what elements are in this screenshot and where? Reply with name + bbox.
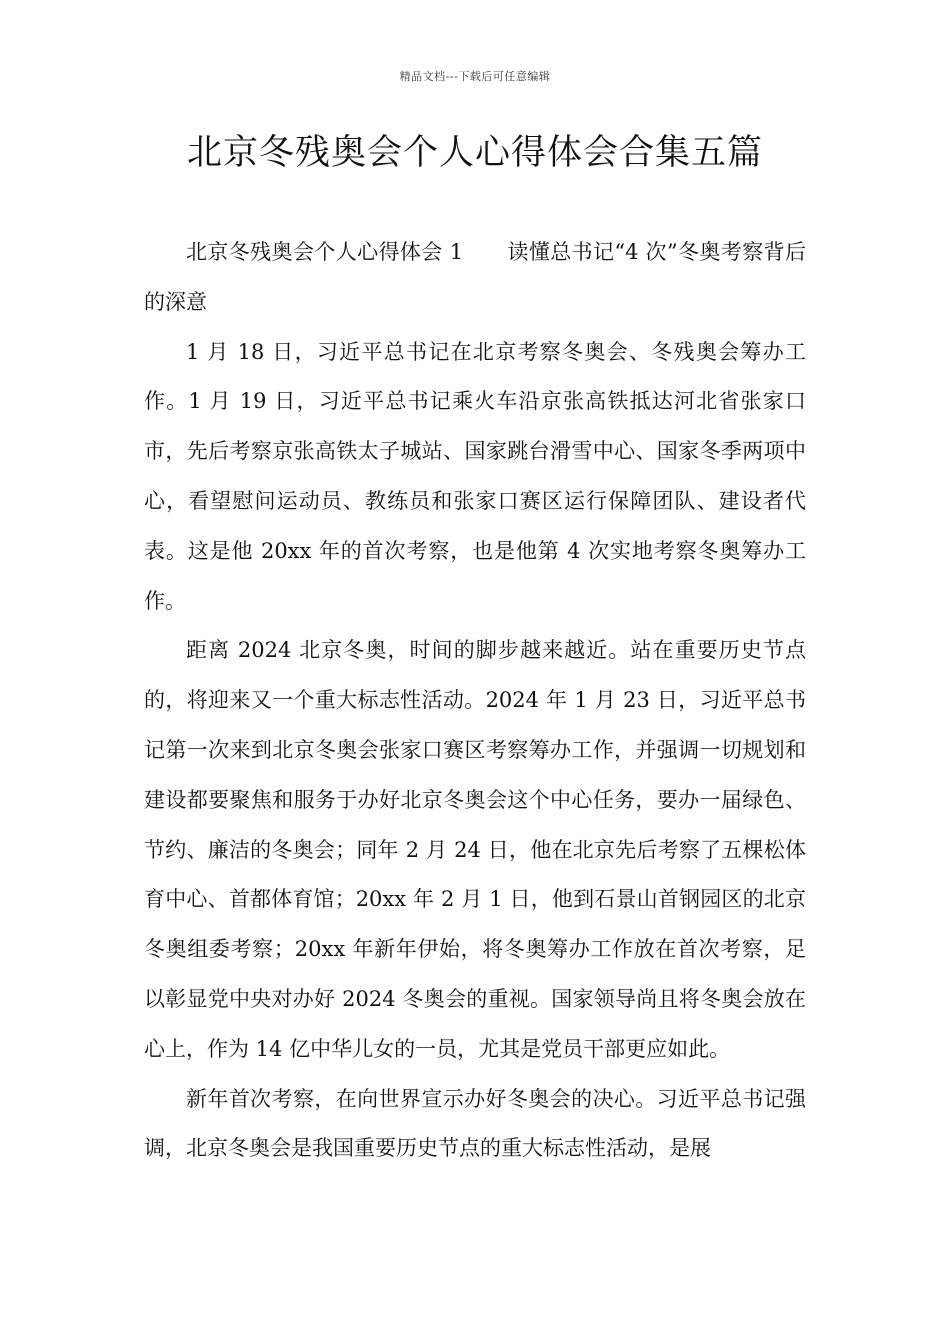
paragraph: 新年首次考察，在向世界宣示办好冬奥会的决心。习近平总书记强调，北京冬奥会是我国重要历史节点的重大标志性活动，是展 <box>144 1086 806 1161</box>
header-note: 精品文档---下载后可任意编辑 <box>399 70 551 83</box>
paragraph: 1 月 18 日，习近平总书记在北京考察冬奥会、冬残奥会筹办工作。1 月 19 日，习近平总书记乘火车沿京张高铁抵达河北省张家口市，先后考察京张高铁太子城站、国家跳台滑雪中心、国家冬季两项中心，看望慰问运动员、教练员和张家口赛区运行保障团队、建设者代表。这是他 20xx 年的首次考察，也是他第 4 次实地考察冬奥筹办工作。 <box>144 339 806 613</box>
document-body <box>144 228 806 1174</box>
sub-heading-label: 北京冬残奥会个人心得体会 1 <box>186 240 464 264</box>
sub-heading <box>144 228 806 328</box>
page-title: 北京冬残奥会个人心得体会合集五篇 <box>186 133 763 173</box>
paragraph: 距离 2024 北京冬奥，时间的脚步越来越近。站在重要历史节点的，将迎来又一个重大标志性活动。2024 年 1 月 23 日，习近平总书记第一次来到北京冬奥会张家口赛区考察筹办工作，并强调一切规划和建设都要聚焦和服务于办好北京冬奥会这个中心任务，要办一届绿色、节约、廉洁的冬奥会；同年 2 月 24 日，他在北京先后考察了五棵松体育中心、首都体育馆；20xx 年 2 月 1 日，他到石景山首钢园区的北京冬奥组委考察；20xx 年新年伊始，将冬奥筹办工作放在首次考察，足以彰显党中央对办好 2024 冬奥会的重视。国家领导尚且将冬奥会放在心上，作为 14 亿中华儿女的一员，尤其是党员干部更应如此。 <box>144 638 806 1061</box>
sub-heading-topic: 读懂总书记“4 次”冬奥考察背后的深意 <box>144 240 806 314</box>
